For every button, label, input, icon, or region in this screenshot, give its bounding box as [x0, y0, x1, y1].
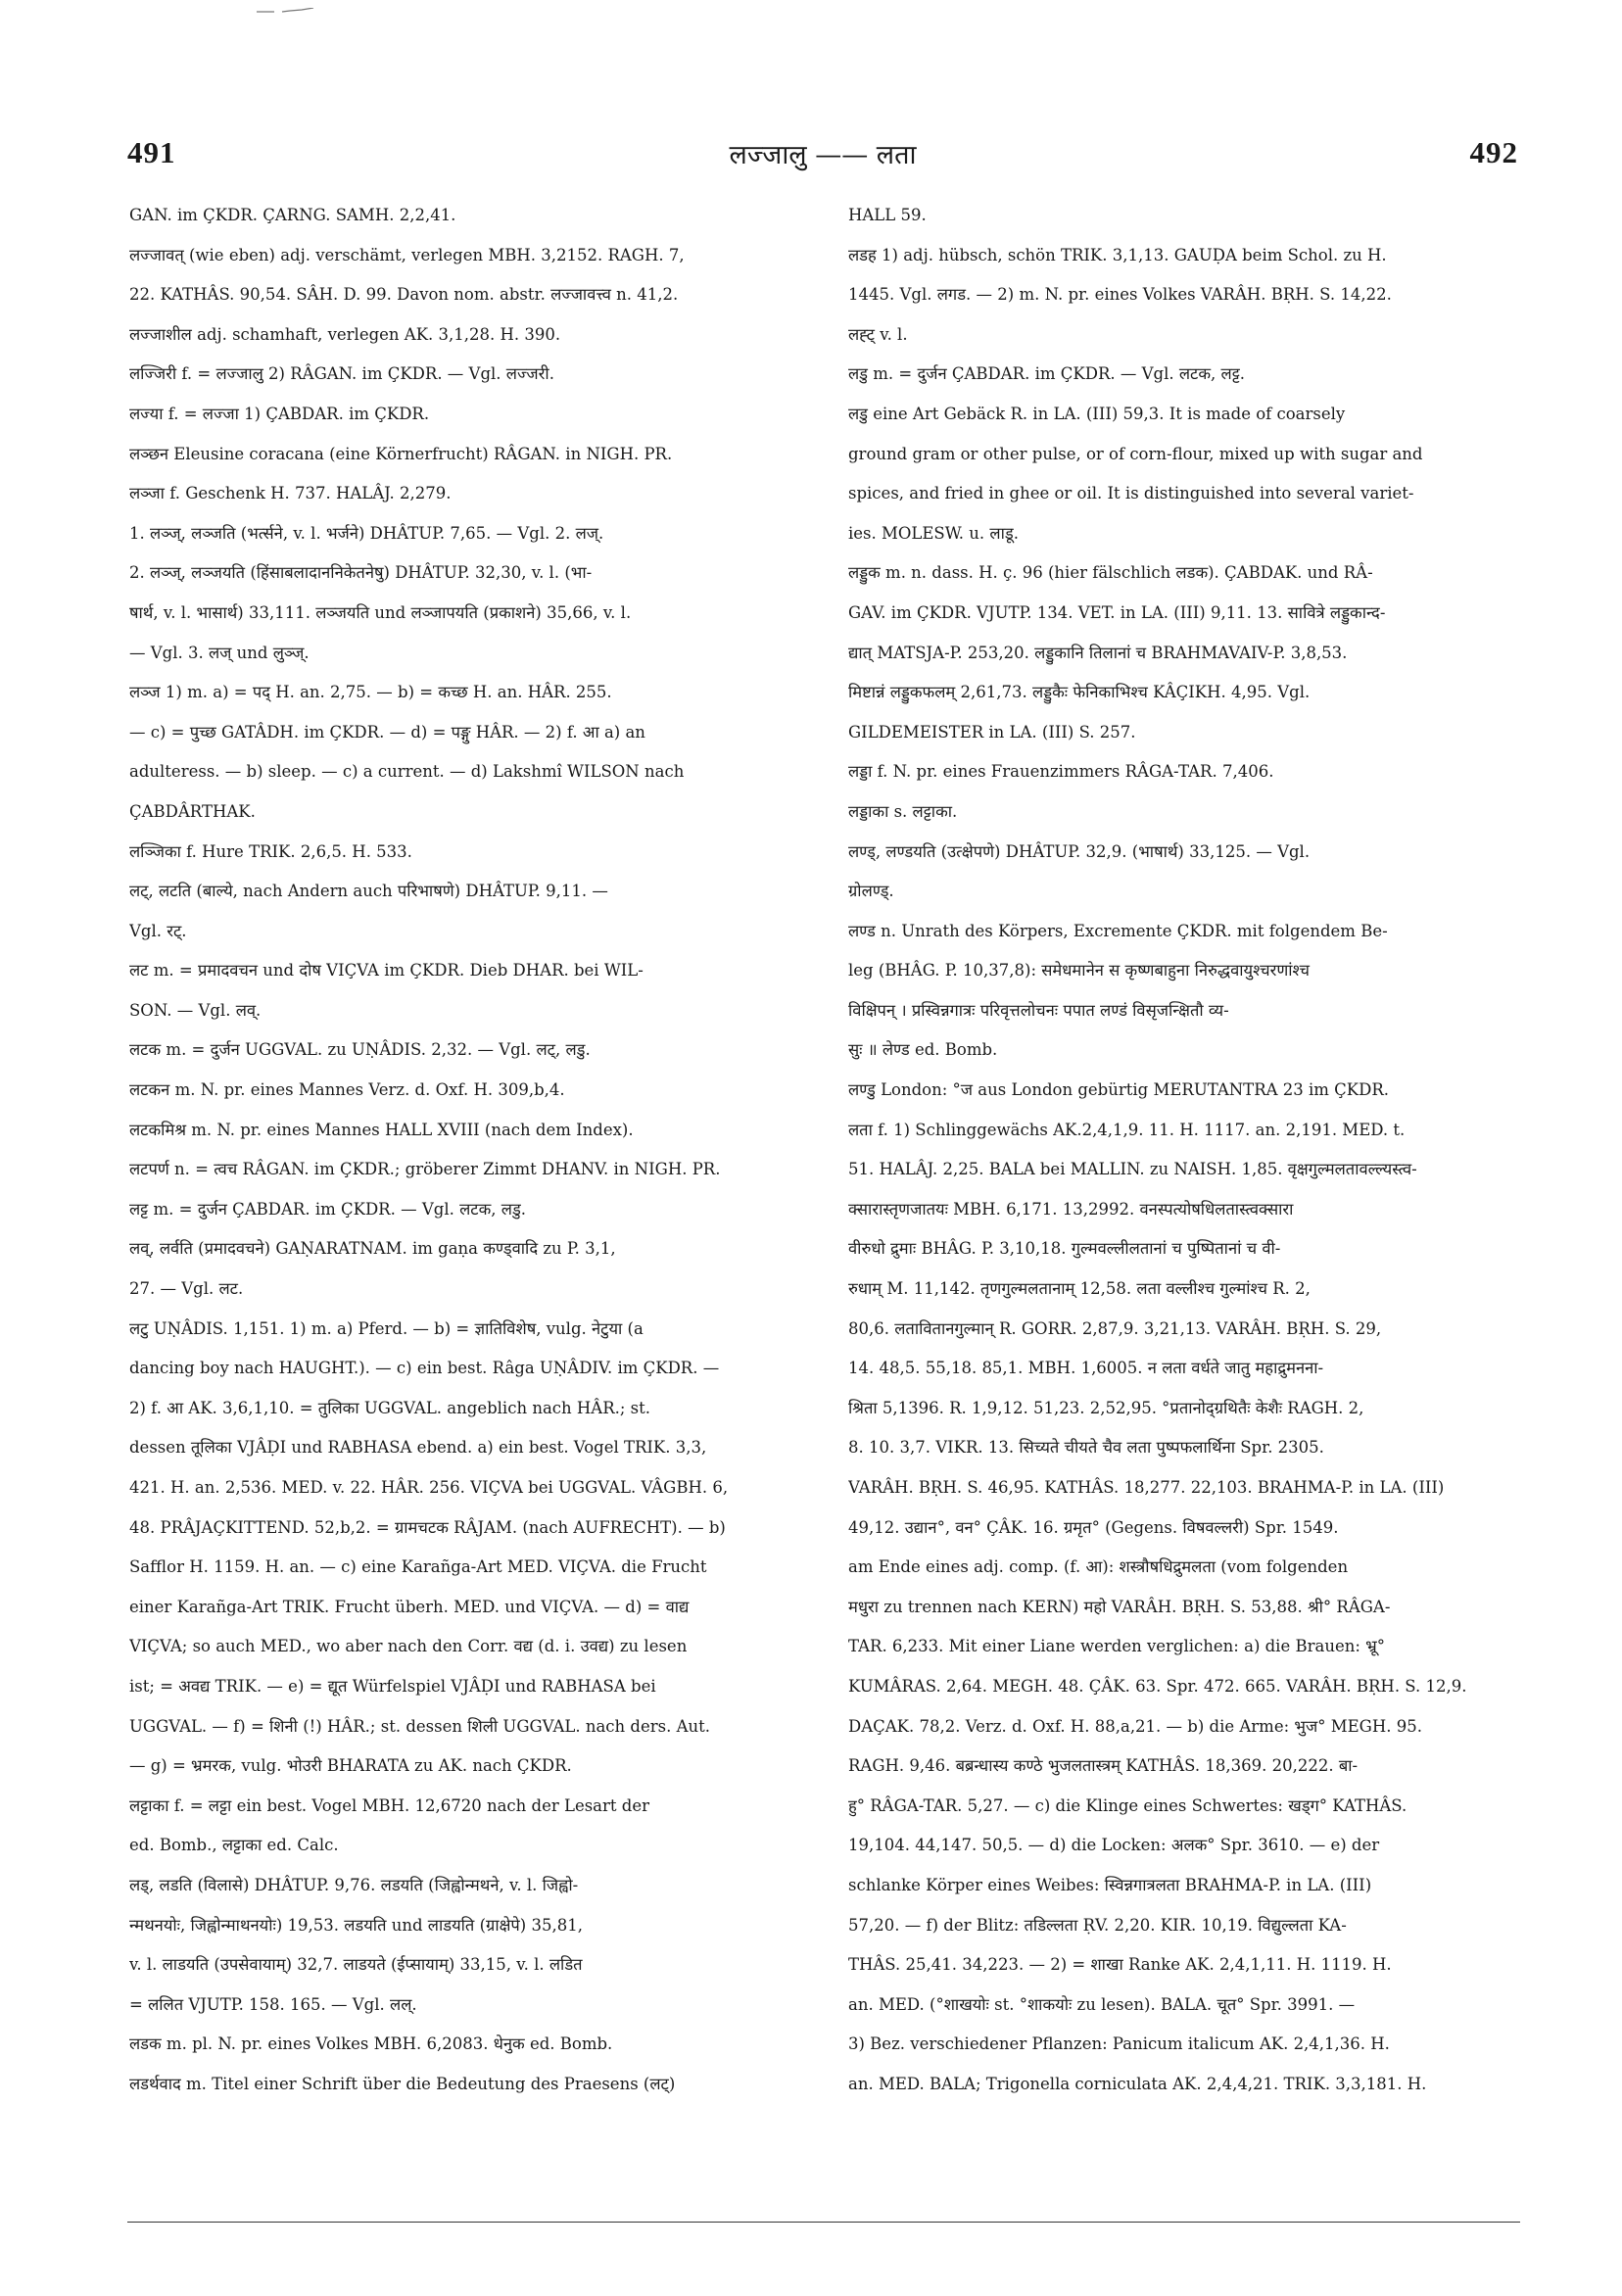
column-line: dessen तूलिका VJÂḌI und RABHASA ebend. a) ein best. Vogel TRIK. 3,3, — [129, 1438, 707, 1458]
column-line: = ललित VJUTP. 158. 165. — Vgl. लल्. — [129, 1994, 417, 2014]
column-line: Safflor H. 1159. H. an. — c) eine Karañga-Art MED. VIÇVA. die Frucht — [129, 1557, 707, 1577]
column-line: लटपर्ण n. = त्वच RÂGAN. im ÇKDR.; gröberer Zimmt DHANV. in NIGH. PR. — [129, 1160, 721, 1179]
column-line: लट्, लटति (बाल्ये, nach Andern auch परिभाषणे) DHÂTUP. 9,11. — — [129, 882, 608, 901]
column-line: 2. लञ्ज्, लञ्जयति (हिंसाबलादाननिकेतनेषु) DHÂTUP. 32,30, v. l. (भा- — [129, 563, 593, 583]
column-line: लण्ड n. Unrath des Körpers, Excremente ÇKDR. mit folgendem Be- — [848, 921, 1388, 940]
column-line: लञ्जा f. Geschenk H. 737. HALÂJ. 2,279. — [129, 484, 452, 503]
column-line: SON. — Vgl. लव्. — [129, 1000, 262, 1020]
column-line: GILDEMEISTER in LA. (III) S. 257. — [848, 722, 1136, 741]
column-line: लड्डा f. N. pr. eines Frauenzimmers RÂGA-TAR. 7,406. — [848, 762, 1274, 782]
column-line: ग्रोलण्ड्. — [848, 882, 894, 901]
column-line: DAÇAK. 78,2. Verz. d. Oxf. H. 88,a,21. — b) die Arme: भुज° MEGH. 95. — [848, 1716, 1422, 1736]
column-line: लण्डु London: °ज aus London gebürtig MERUTANTRA 23 im ÇKDR. — [848, 1080, 1390, 1100]
column-line: लडु m. = दुर्जन ÇABDAR. im ÇKDR. — Vgl. लटक, लट्ट. — [848, 364, 1246, 384]
column-line: HALL 59. — [848, 206, 927, 224]
column-line: लता f. 1) Schlinggewächs AK.2,4,1,9. 11. H. 1117. an. 2,191. MED. t. — [848, 1120, 1406, 1139]
column-line: लव्, लर्वति (प्रमादवचने) GAṆARATNAM. im gaṇa कण्ड्वादि zu P. 3,1, — [129, 1239, 616, 1259]
column-line: 1. लञ्ज्, लञ्जति (भर्त्सने, v. l. भर्जने) DHÂTUP. 7,65. — Vgl. 2. लज्. — [129, 523, 604, 543]
column-line: लण्ड्, लण्डयति (उत्क्षेपणे) DHÂTUP. 32,9. (भाषार्थ) 33,125. — Vgl. — [848, 841, 1311, 861]
column-line: लह्ट् v. l. — [848, 324, 908, 344]
column-line: 80,6. लतावितानगुल्मान् R. GORR. 2,87,9. 3,21,13. VARÂH. BṚH. S. 29, — [848, 1318, 1382, 1338]
column-line: लट्ट m. = दुर्जन ÇABDAR. im ÇKDR. — Vgl. लटक, लडु. — [129, 1199, 527, 1219]
column-line: — c) = पुच्छ GATÂDH. im ÇKDR. — d) = पङ्गु HÂR. — 2) f. आ a) an — [129, 722, 645, 741]
column-line: लटकन m. N. pr. eines Mannes Verz. d. Oxf. H. 309,b,4. — [129, 1080, 565, 1100]
column-line: adulteress. — b) sleep. — c) a current. — d) Lakshmî WILSON nach — [129, 762, 685, 782]
column-line: RAGH. 9,46. बब्रन्धास्य कण्ठे भुजलतास्त्रम् KATHÂS. 18,369. 20,222. बा- — [848, 1756, 1359, 1776]
column-line: लट m. = प्रमादवचन und दोष VIÇVA im ÇKDR. Dieb DHAR. bei WIL- — [129, 961, 644, 981]
column-line: einer Karañga-Art TRIK. Frucht überh. MED. und VIÇVA. — d) = वाद्य — [129, 1597, 690, 1616]
column-line: सुः ॥ लेण्ड ed. Bomb. — [848, 1040, 998, 1060]
column-line: 19,104. 44,147. 50,5. — d) die Locken: अलक° Spr. 3610. — e) der — [848, 1836, 1380, 1855]
column-line: ist; = अवद्य TRIK. — e) = द्यूत Würfelspiel VJÂḌI und RABHASA bei — [129, 1676, 656, 1696]
column-line: लडक m. pl. N. pr. eines Volkes MBH. 6,2083. धेनुक ed. Bomb. — [129, 2034, 613, 2054]
scan-artifact-mark — [257, 8, 315, 14]
column-line: 14. 48,5. 55,18. 85,1. MBH. 1,6005. न लता वर्धते जातु महाद्रुमनना- — [848, 1359, 1324, 1378]
column-line: लड्डाका s. लट्टाका. — [848, 801, 958, 821]
running-title: लज्जालु —— लता — [729, 140, 917, 170]
column-line: द्यात् MATSJA-P. 253,20. लड्डुकानि तिलानां च BRAHMAVAIV-P. 3,8,53. — [848, 643, 1348, 662]
column-line: लटकमिश्र m. N. pr. eines Mannes HALL XVIII (nach dem Index). — [129, 1120, 634, 1139]
column-line: Vgl. रट्. — [129, 921, 187, 940]
column-line: 48. PRÂJAÇKITTEND. 52,b,2. = ग्रामचटक RÂJAM. (nach AUFRECHT). — b) — [129, 1517, 726, 1537]
column-line: क्सारास्तृणजातयः MBH. 6,171. 13,2992. वनस्पत्योषधिलतास्त्वक्सारा — [848, 1199, 1294, 1219]
column-line: षार्थ, v. l. भासार्थ) 33,111. लञ्जयति und लञ्जापयति (प्रकाशने) 35,66, v. l. — [129, 602, 632, 622]
right-column — [848, 196, 1524, 2105]
column-line: an. MED. BALA; Trigonella corniculata AK. 2,4,4,21. TRIK. 3,3,181. H. — [848, 2074, 1427, 2093]
column-line: ground gram or other pulse, or of corn-flour, mixed up with sugar and — [848, 444, 1423, 463]
page-number-right: 492 — [1469, 135, 1518, 169]
column-line: लज्जाशील adj. schamhaft, verlegen AK. 3,1,28. H. 390. — [129, 324, 561, 344]
column-line: v. l. लाडयति (उपसेवायाम्) 32,7. लाडयते (ईप्सायाम्) 33,15, v. l. लडित — [129, 1955, 583, 1975]
column-line: लड्डुक m. n. dass. H. ç. 96 (hier fälschlich लडक). ÇABDAK. und RÂ- — [848, 563, 1373, 583]
column-line: schlanke Körper eines Weibes: स्विन्नगात्रलता BRAHMA-P. in LA. (III) — [848, 1875, 1372, 1894]
column-line: 1445. Vgl. लगड. — 2) m. N. pr. eines Volkes VARÂH. BṚH. S. 14,22. — [848, 285, 1392, 305]
column-line: लडु eine Art Gebäck R. in LA. (III) 59,3. It is made of coarsely — [848, 404, 1346, 423]
left-column — [129, 196, 787, 2105]
column-line: लड्, लडति (विलासे) DHÂTUP. 9,76. लडयति (जिह्वोन्मथने, v. l. जिह्वो- — [129, 1875, 579, 1894]
column-line: spices, and fried in ghee or oil. It is distinguished into several variet- — [848, 484, 1414, 503]
column-line: KUMÂRAS. 2,64. MEGH. 48. ÇÂK. 63. Spr. 472. 665. VARÂH. BṚH. S. 12,9. — [848, 1676, 1467, 1696]
column-line: ed. Bomb., लट्टाका ed. Calc. — [129, 1836, 339, 1855]
column-line: THÂS. 25,41. 34,223. — 2) = शाखा Ranke AK. 2,4,1,11. H. 1119. H. — [848, 1955, 1392, 1975]
column-line: वीरुधो द्रुमाः BHÂG. P. 3,10,18. गुल्मवल्लीलतानां च पुष्पितानां च वी- — [848, 1239, 1281, 1259]
column-line: 57,20. — f) der Blitz: तडिल्लता ṚV. 2,20. KIR. 10,19. विद्युल्लता KA- — [848, 1915, 1347, 1935]
column-line: 3) Bez. verschiedener Pflanzen: Panicum italicum AK. 2,4,1,36. H. — [848, 2034, 1390, 2054]
column-line: लटु UṆÂDIS. 1,151. 1) m. a) Pferd. — b) = ज्ञातिविशेष, vulg. नेटुया (a — [129, 1318, 644, 1338]
footer-rule — [127, 2222, 1520, 2223]
column-line: 49,12. उद्यान°, वन° ÇÂK. 16. ग्रमृत° (Gegens. विषवल्लरी) Spr. 1549. — [848, 1517, 1339, 1537]
column-line: विक्षिपन् । प्रस्विन्नगात्रः परिवृत्तलोचनः पपात लण्डं विसृजन्क्षितौ व्य- — [848, 1000, 1229, 1020]
column-line: श्रिता 5,1396. R. 1,9,12. 51,23. 2,52,95. °प्रतानोद्ग्रथितैः केशैः RAGH. 2, — [848, 1398, 1364, 1417]
column-line: लज्जावत् (wie eben) adj. verschämt, verlegen MBH. 3,2152. RAGH. 7, — [129, 245, 685, 264]
column-line: TAR. 6,233. Mit einer Liane werden verglichen: a) die Brauen: भ्रू° — [848, 1637, 1385, 1656]
column-line: 8. 10. 3,7. VIKR. 13. सिच्यते चीयते चैव लता पुष्पफलार्थिना Spr. 2305. — [848, 1438, 1324, 1458]
column-line: an. MED. (°शाखयोः st. °शाकयोः zu lesen). BALA. चूत° Spr. 3991. — — [848, 1994, 1356, 2014]
column-line: लडह 1) adj. hübsch, schön TRIK. 3,1,13. GAUḌA beim Schol. zu H. — [848, 245, 1387, 264]
column-line: लटक m. = दुर्जन UGGVAL. zu UṆÂDIS. 2,32. — Vgl. लट्, लडु. — [129, 1040, 591, 1060]
column-line: 22. KATHÂS. 90,54. SÂH. D. 99. Davon nom. abstr. लज्जावत्त्व n. 41,2. — [129, 285, 679, 305]
column-line: लट्टाका f. = लट्टा ein best. Vogel MBH. 12,6720 nach der Lesart der — [129, 1795, 649, 1815]
page-number-left: 491 — [127, 135, 176, 169]
column-line: — g) = भ्रमरक, vulg. भोउरी BHARATA zu AK. nach ÇKDR. — [129, 1756, 572, 1776]
page-header — [127, 135, 1518, 184]
column-line: लञ्ज 1) m. a) = पद् H. an. 2,75. — b) = कच्छ H. an. HÂR. 255. — [129, 683, 612, 702]
column-line: leg (BHÂG. P. 10,37,8): समेधमानेन स कृष्णबाहुना निरुद्धवायुश्चरणांश्च — [848, 961, 1311, 981]
column-line: 51. HALÂJ. 2,25. BALA bei MALLIN. zu NAISH. 1,85. वृक्षगुल्मलतावल्ल्यस्त्व- — [848, 1160, 1417, 1179]
column-line: मधुरा zu trennen nach KERN) महो VARÂH. BṚH. S. 53,88. श्री° RÂGA- — [848, 1597, 1391, 1616]
column-line: रुधाम् M. 11,142. तृणगुल्मलतानाम् 12,58. लता वल्लीश्च गुल्मांश्च R. 2, — [848, 1279, 1311, 1299]
column-line: ÇABDÂRTHAK. — [129, 801, 256, 821]
column-line: GAN. im ÇKDR. ÇARNG. SAMH. 2,2,41. — [129, 206, 456, 224]
column-line: — Vgl. 3. लज् und लुञ्ज्. — [129, 643, 310, 662]
column-line: VIÇVA; so auch MED., wo aber nach den Corr. वद्य (d. i. उवद्य) zu lesen — [129, 1637, 688, 1656]
column-line: लज्या f. = लज्जा 1) ÇABDAR. im ÇKDR. — [129, 404, 430, 423]
column-line: लडर्थवाद m. Titel einer Schrift über die Bedeutung des Praesens (लट्) — [129, 2074, 676, 2093]
column-line: हु° RÂGA-TAR. 5,27. — c) die Klinge eines Schwertes: खड्ग° KATHÂS. — [848, 1795, 1407, 1815]
column-line: लज्जिरी f. = लज्जालु 2) RÂGAN. im ÇKDR. — Vgl. लज्जरी. — [129, 364, 554, 384]
column-line: 27. — Vgl. लट. — [129, 1279, 244, 1299]
column-line: GAV. im ÇKDR. VJUTP. 134. VET. in LA. (III) 9,11. 13. सावित्रे लड्डुकान्द- — [848, 602, 1386, 622]
column-line: am Ende eines adj. comp. (f. आ): शस्त्रौषधिद्रुमलता (vom folgenden — [848, 1557, 1349, 1577]
column-line: मिष्टान्नं लड्डुकफलम् 2,61,73. लड्डुकैः फेनिकाभिश्च KÂÇIKH. 4,95. Vgl. — [848, 683, 1311, 702]
column-line: dancing boy nach HAUGHT.). — c) ein best. Râga UṆÂDIV. im ÇKDR. — — [129, 1359, 720, 1378]
column-line: लञ्जिका f. Hure TRIK. 2,6,5. H. 533. — [129, 841, 412, 861]
column-line: VARÂH. BṚH. S. 46,95. KATHÂS. 18,277. 22,103. BRAHMA-P. in LA. (III) — [848, 1478, 1445, 1497]
column-line: 421. H. an. 2,536. MED. v. 22. HÂR. 256. VIÇVA bei UGGVAL. VÂGBH. 6, — [129, 1478, 729, 1497]
column-line: UGGVAL. — f) = शिनी (!) HÂR.; st. dessen शिली UGGVAL. nach ders. Aut. — [129, 1716, 711, 1736]
column-line: न्मथनयोः, जिह्वोन्माथनयोः) 19,53. लडयति und लाडयति (ग्राक्षेपे) 35,81, — [129, 1915, 583, 1935]
column-line: लञ्छन Eleusine coracana (eine Körnerfrucht) RÂGAN. in NIGH. PR. — [129, 444, 673, 463]
column-line: ies. MOLESW. u. लाडू. — [848, 523, 1019, 543]
column-line: 2) f. आ AK. 3,6,1,10. = तुलिका UGGVAL. angeblich nach HÂR.; st. — [129, 1398, 651, 1417]
